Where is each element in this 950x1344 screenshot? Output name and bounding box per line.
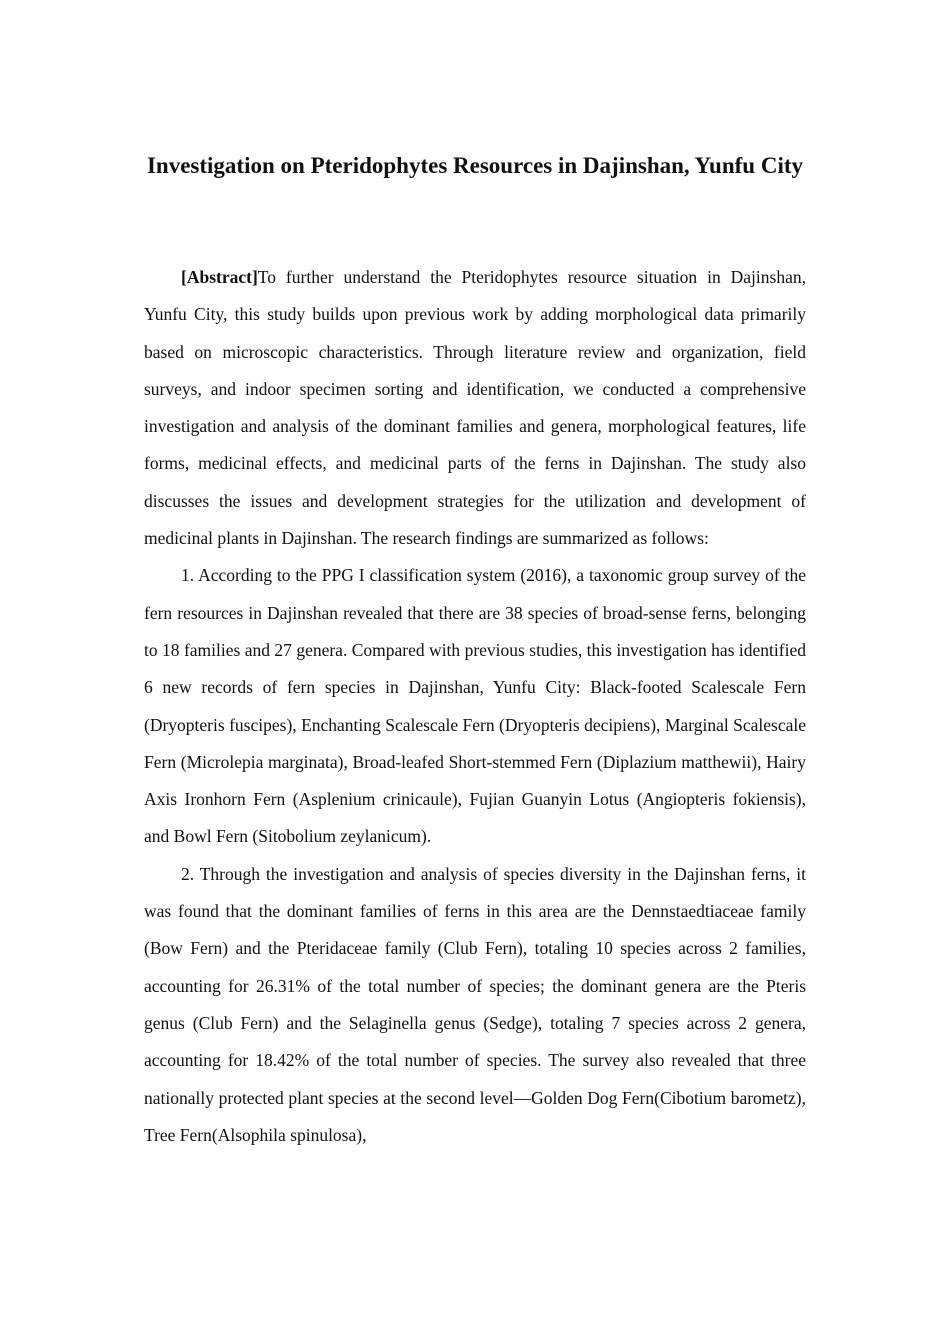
abstract-paragraph xyxy=(144,259,806,557)
finding-paragraph-2: 2. Through the investigation and analysis of species diversity in the Dajinshan ferns, it was found that the dominant families of ferns in this area are the Dennstaedtiaceae family (Bow Fern) and the Pteridaceae family (Club Fern), totaling 10 species across 2 families, accounting for 26.31% of the total number of species; the dominant genera are the Pteris genus (Club Fern) and the Selaginella genus (Sedge), totaling 7 species across 2 genera, accounting for 18.42% of the total number of species. The survey also revealed that three nationally protected plant species at the second level—Golden Dog Fern(Cibotium barometz), Tree Fern(Alsophila spinulosa), xyxy=(144,863,806,1145)
document-title: Investigation on Pteridophytes Resources in Dajinshan, Yunfu City xyxy=(146,153,804,178)
abstract-body xyxy=(144,259,806,1154)
finding-paragraph-1: 1. According to the PPG I classification system (2016), a taxonomic group survey of the fern resources in Dajinshan revealed that there are 38 species of broad-sense ferns, belonging to 18 families and 27 genera. Compared with previous studies, this investigation has identified 6 new records of fern species in Dajinshan, Yunfu City: Black-footed Scalescale Fern (Dryopteris fuscipes), Enchanting Scalescale Fern (Dryopteris decipiens), Marginal Scalescale Fern (Microlepia marginata), Broad-leafed Short-stemmed Fern (Diplazium matthewii), Hairy Axis Ironhorn Fern (Asplenium crinicaule), Fujian Guanyin Lotus (Angiopteris fokiensis), and Bowl Fern (Sitobolium zeylanicum). xyxy=(144,565,806,847)
abstract-label: [Abstract] xyxy=(181,267,258,287)
abstract-text: To further understand the Pteridophytes resource situation in Dajinshan, Yunfu City, this study builds upon previous work by adding morphological data primarily based on microscopic characteristics. Through literature review and organization, field surveys, and indoor specimen sorting and identification, we conducted a comprehensive investigation and analysis of the dominant families and genera, morphological features, life forms, medicinal effects, and medicinal parts of the ferns in Dajinshan. The study also discusses the issues and development strategies for the utilization and development of medicinal plants in Dajinshan. The research findings are summarized as follows: xyxy=(144,267,806,549)
